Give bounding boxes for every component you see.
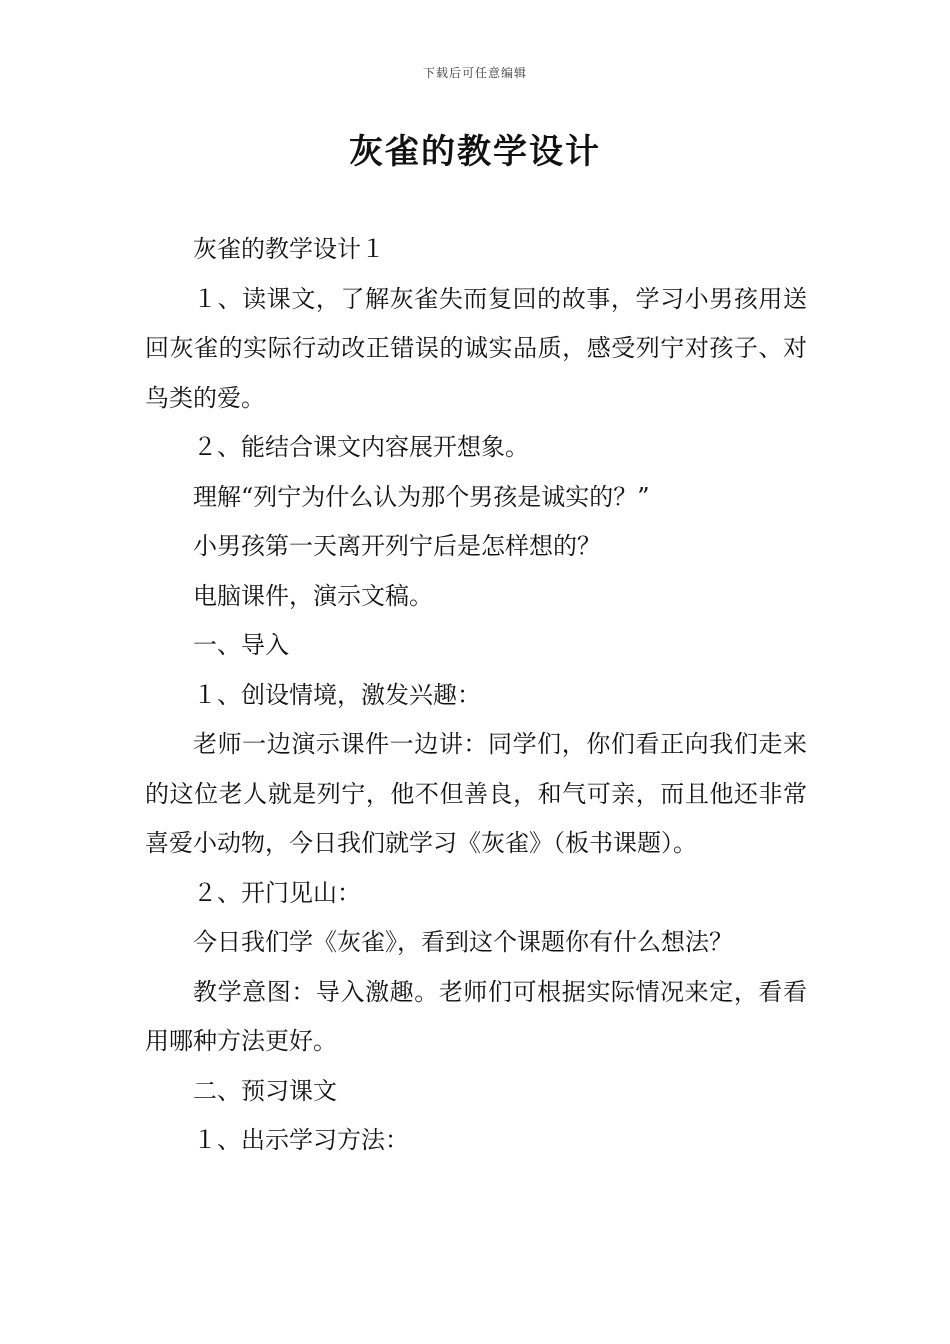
paragraph-teacher-speech: 老师一边演示课件一边讲：同学们，你们看正向我们走来的这位老人就是列宁，他不但善良，和气可亲，而且他还非常喜爱小动物，今日我们就学习《灰雀》（板书课题）。 bbox=[145, 730, 807, 857]
paragraph-subtitle: 灰雀的教学设计１ bbox=[193, 235, 385, 263]
section-heading-preview: 二、预习课文 bbox=[193, 1076, 337, 1105]
paragraph-goal-2: ２、能结合课文内容展开想象。 bbox=[193, 433, 529, 461]
section-heading-intro: 一、导入 bbox=[193, 631, 289, 659]
paragraph-materials: 电脑课件，演示文稿。 bbox=[193, 581, 433, 610]
paragraph-intro-step-1: １、创设情境，激发兴趣： bbox=[193, 680, 481, 709]
document-body bbox=[145, 225, 807, 1166]
paragraph-preview-step-1: １、出示学习方法： bbox=[193, 1126, 409, 1154]
paragraph-goal-1: １、读课文，了解灰雀失而复回的故事，学习小男孩用送回灰雀的实际行动改正错误的诚实品质，感受列宁对孩子、对鸟类的爱。 bbox=[145, 284, 807, 412]
paragraph-intro-step-2: ２、开门见山： bbox=[193, 878, 361, 907]
paragraph-difficulty: 小男孩第一天离开列宁后是怎样想的？ bbox=[193, 532, 601, 560]
paragraph-question: 今日我们学《灰雀》，看到这个课题你有什么想法？ bbox=[193, 928, 733, 956]
page-title: 灰雀的教学设计 bbox=[349, 132, 601, 172]
paragraph-teaching-intent: 教学意图：导入激趣。老师们可根据实际情况来定，看看用哪种方法更好。 bbox=[145, 977, 807, 1055]
paragraph-key-point: 理解“列宁为什么认为那个男孩是诚实的？” bbox=[193, 482, 650, 511]
page-header-note: 下载后可任意编辑 bbox=[422, 66, 527, 80]
